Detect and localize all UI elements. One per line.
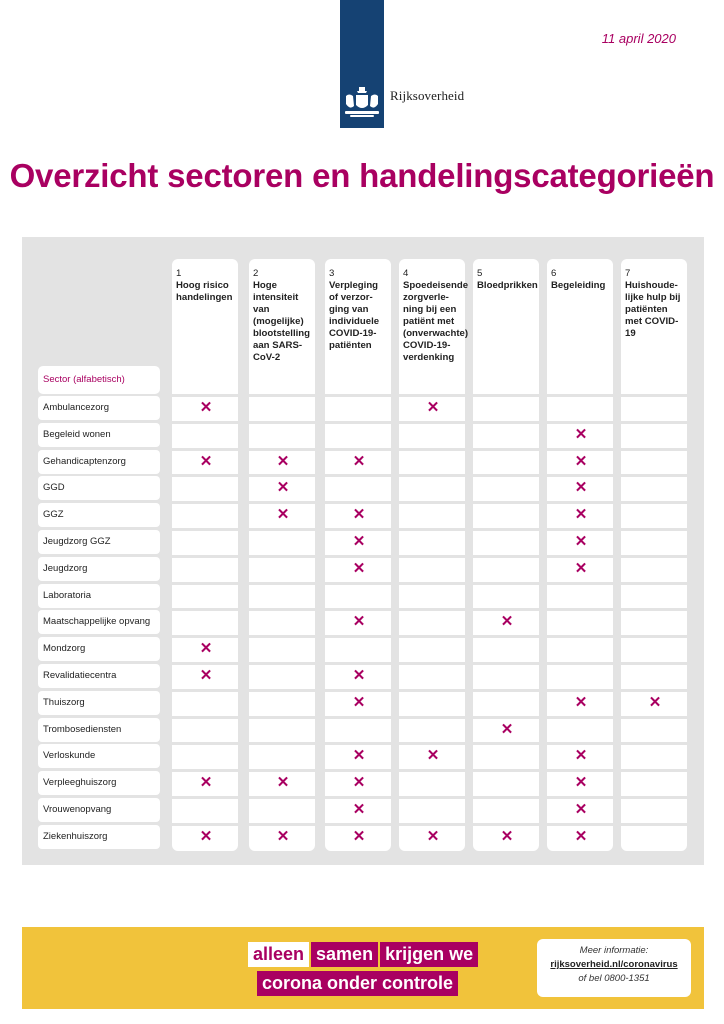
column-label-line: van [253, 304, 270, 315]
cross-mark-icon: ✕ [500, 828, 514, 845]
row-divider [160, 608, 690, 611]
row-divider [160, 555, 690, 558]
slogan-line-1 [248, 942, 480, 967]
column-label-line: Spoedeisende [403, 280, 469, 291]
column-number: 4 [403, 268, 409, 279]
sector-column-header: Sector (alfabetisch) [38, 366, 160, 394]
slogan-chip: samen [311, 942, 378, 967]
page-title: Overzicht sectoren en handelingscategorieën [9, 157, 715, 194]
info-box [537, 939, 691, 997]
column-label-line: Hoge [253, 280, 277, 291]
row-divider [160, 823, 690, 826]
column-number: 7 [625, 268, 631, 279]
info-label: Meer informatie: [579, 945, 649, 956]
cross-mark-icon: ✕ [574, 801, 588, 818]
row-divider [160, 421, 690, 424]
row-divider [160, 796, 690, 799]
cross-mark-icon: ✕ [276, 828, 290, 845]
sector-label: Ziekenhuiszorg [38, 825, 160, 849]
column-header [253, 268, 313, 364]
cross-mark-icon: ✕ [426, 747, 440, 764]
sector-label: Ambulancezorg [38, 396, 160, 420]
row-divider [160, 448, 690, 451]
brand-name: Rijksoverheid [390, 88, 465, 103]
column-label-line: zorgverle- [403, 292, 449, 303]
column-label-line: lijke hulp bij [625, 292, 681, 303]
cross-mark-icon: ✕ [426, 399, 440, 416]
column-label-line: of verzor- [329, 292, 373, 303]
column-label-line: intensiteit [253, 292, 299, 303]
column-label-line: Hoog risico [176, 280, 229, 291]
cross-mark-icon: ✕ [199, 774, 213, 791]
column-header [551, 268, 611, 292]
column-number: 3 [329, 268, 335, 279]
sector-label: Jeugdzorg [38, 557, 160, 581]
slogan-chip: alleen [248, 942, 309, 967]
column-number: 1 [176, 268, 182, 279]
sector-label: Jeugdzorg GGZ [38, 530, 160, 554]
row-divider [160, 501, 690, 504]
cross-mark-icon: ✕ [352, 694, 366, 711]
column-number: 5 [477, 268, 483, 279]
column-label-line: handelingen [176, 292, 233, 303]
cross-mark-icon: ✕ [352, 747, 366, 764]
sector-label: Vrouwenopvang [38, 798, 160, 822]
column-label-line: ning bij een [403, 304, 457, 315]
cross-mark-icon: ✕ [199, 399, 213, 416]
sector-label: Revalidatiecentra [38, 664, 160, 688]
cross-mark-icon: ✕ [352, 453, 366, 470]
column-label-line: patiënt met [403, 316, 455, 327]
column-label-line: met COVID-19 [625, 316, 679, 339]
column-label-line: Huishoude- [625, 280, 678, 291]
document-date: 11 april 2020 [601, 31, 676, 46]
slogan-chip: corona onder controle [257, 971, 458, 996]
column-header [477, 268, 537, 292]
column-label-line: (mogelijke) [253, 316, 304, 327]
sector-label: Gehandicaptenzorg [38, 450, 160, 474]
column-label-line: patiënten [329, 340, 372, 351]
sector-label: Begeleid wonen [38, 423, 160, 447]
column-label-line: (onverwachte) [403, 328, 469, 339]
sector-label: Maatschappelijke opvang [38, 610, 160, 634]
row-divider [160, 662, 690, 665]
cross-mark-icon: ✕ [574, 560, 588, 577]
cross-mark-icon: ✕ [352, 560, 366, 577]
column-label-line: COVID-19- [329, 328, 377, 339]
cross-mark-icon: ✕ [276, 479, 290, 496]
cross-mark-icon: ✕ [276, 774, 290, 791]
column-label-line: blootstelling [253, 328, 311, 339]
slogan-chip: krijgen we [380, 942, 478, 967]
cross-mark-icon: ✕ [276, 506, 290, 523]
column-header [176, 268, 236, 304]
cross-mark-icon: ✕ [352, 506, 366, 523]
column-label-line: individuele [329, 316, 380, 327]
column-header [329, 268, 389, 352]
sector-label: Trombosediensten [38, 718, 160, 742]
column-label-line: aan SARS- [253, 340, 303, 351]
column-label-line: Verpleging [329, 280, 379, 291]
slogan-line-2 [257, 971, 460, 996]
cross-mark-icon: ✕ [352, 774, 366, 791]
row-divider [160, 769, 690, 772]
cross-mark-icon: ✕ [276, 453, 290, 470]
row-divider [160, 394, 690, 397]
column-label-line: CoV-2 [253, 352, 281, 363]
column-number: 2 [253, 268, 259, 279]
cross-mark-icon: ✕ [648, 694, 662, 711]
sector-label: Thuiszorg [38, 691, 160, 715]
sector-label: GGD [38, 476, 160, 500]
cross-mark-icon: ✕ [574, 747, 588, 764]
cross-mark-icon: ✕ [500, 721, 514, 738]
cross-mark-icon: ✕ [574, 479, 588, 496]
cross-mark-icon: ✕ [574, 828, 588, 845]
info-phone: of bel 0800-1351 [578, 973, 650, 984]
column-label-line: Begeleiding [551, 280, 606, 291]
cross-mark-icon: ✕ [352, 667, 366, 684]
row-divider [160, 689, 690, 692]
column-label-line: Bloedprikken [477, 280, 538, 291]
cross-mark-icon: ✕ [352, 613, 366, 630]
info-link[interactable]: rijksoverheid.nl/coronavirus [550, 959, 678, 970]
column-label-line: patiënten [625, 304, 668, 315]
column-label-line: ging van [329, 304, 369, 315]
cross-mark-icon: ✕ [199, 667, 213, 684]
sector-label: Mondzorg [38, 637, 160, 661]
column-label-line: verdenking [403, 352, 455, 363]
row-divider [160, 716, 690, 719]
sector-label: Laboratoria [38, 584, 160, 608]
column-number: 6 [551, 268, 557, 279]
row-divider [160, 474, 690, 477]
column-header [625, 268, 685, 340]
cross-mark-icon: ✕ [574, 774, 588, 791]
column-header [403, 268, 469, 364]
cross-mark-icon: ✕ [352, 801, 366, 818]
cross-mark-icon: ✕ [574, 453, 588, 470]
cross-mark-icon: ✕ [500, 613, 514, 630]
cross-mark-icon: ✕ [199, 453, 213, 470]
sector-label: GGZ [38, 503, 160, 527]
cross-mark-icon: ✕ [352, 533, 366, 550]
royal-coat-of-arms-icon [342, 84, 382, 120]
cross-mark-icon: ✕ [574, 533, 588, 550]
column-label-line: COVID-19- [403, 340, 451, 351]
cross-mark-icon: ✕ [574, 426, 588, 443]
cross-mark-icon: ✕ [574, 506, 588, 523]
sector-label: Verpleeghuiszorg [38, 771, 160, 795]
row-divider [160, 635, 690, 638]
cross-mark-icon: ✕ [199, 828, 213, 845]
row-divider [160, 582, 690, 585]
cross-mark-icon: ✕ [199, 640, 213, 657]
cross-mark-icon: ✕ [352, 828, 366, 845]
cross-mark-icon: ✕ [426, 828, 440, 845]
cross-mark-icon: ✕ [574, 694, 588, 711]
row-divider [160, 742, 690, 745]
row-divider [160, 528, 690, 531]
sector-label: Verloskunde [38, 744, 160, 768]
